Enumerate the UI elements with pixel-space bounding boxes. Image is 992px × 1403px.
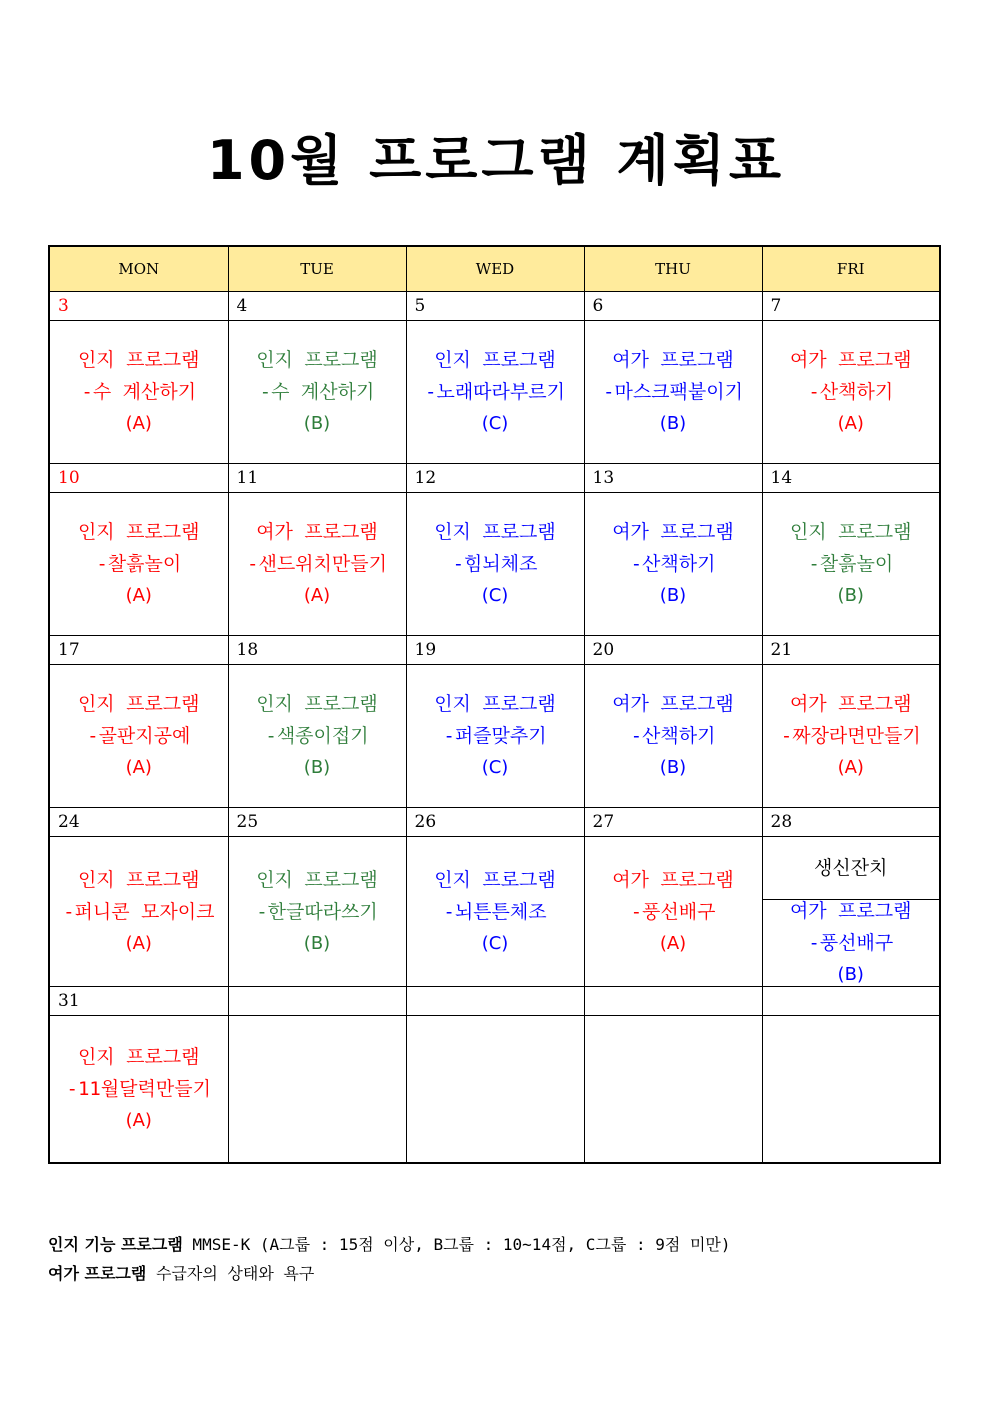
weekday-header-row <box>49 246 940 292</box>
program-cell <box>49 493 228 636</box>
program-group: (B) <box>303 413 331 434</box>
program-name: -수 계산하기 <box>259 381 375 403</box>
program-name: -찰흙놀이 <box>808 553 894 575</box>
program-cell <box>406 493 584 636</box>
weekday-fri: FRI <box>762 246 940 292</box>
program-cell <box>762 493 940 636</box>
weekday-mon: MON <box>49 246 228 292</box>
date-cell: 12 <box>406 464 584 493</box>
legend-cognitive-label: 인지 기능 프로그램 <box>48 1235 183 1254</box>
date-cell: 26 <box>406 808 584 837</box>
legend-cognitive-text: MMSE-K (A그룹 : 15점 이상, B그룹 : 10~14점, C그룹 : 9점 미만) <box>182 1235 731 1254</box>
program-title: 여가 프로그램 <box>612 349 734 371</box>
program-name: -풍선배구 <box>630 900 716 923</box>
date-cell: 11 <box>228 464 406 493</box>
calendar-body <box>49 292 940 1164</box>
program-group: (A) <box>125 932 152 954</box>
date-cell: 7 <box>762 292 940 321</box>
program-title: 인지 프로그램 <box>789 521 912 543</box>
date-cell: 27 <box>584 808 762 837</box>
program-cell <box>228 1016 406 1164</box>
program-group: (A) <box>659 932 687 954</box>
program-cell <box>406 837 584 987</box>
date-cell: 10 <box>49 464 228 493</box>
program-group: (A) <box>303 585 331 606</box>
program-title: 인지 프로그램 <box>77 868 200 891</box>
program-cell <box>584 1016 762 1164</box>
program-cell <box>228 321 406 464</box>
program-name: -퍼즐맞추기 <box>443 725 547 747</box>
program-name: -산책하기 <box>630 725 716 747</box>
program-title: 여가 프로그램 <box>612 693 734 715</box>
page-title: 10월 프로그램 계획표 <box>206 129 786 192</box>
program-name: -샌드위치만들기 <box>247 553 387 575</box>
program-name: -짜장라면만들기 <box>780 725 921 747</box>
date-row <box>49 636 940 665</box>
date-cell: 19 <box>406 636 584 665</box>
program-title: 여가 프로그램 <box>612 868 734 891</box>
program-cell <box>584 837 762 987</box>
legend-leisure <box>48 1259 731 1288</box>
date-cell: 24 <box>49 808 228 837</box>
legend-cognitive <box>48 1230 731 1259</box>
legend-leisure-label: 여가 프로그램 <box>48 1264 147 1283</box>
program-cell <box>406 321 584 464</box>
program-row <box>49 493 940 636</box>
program-cell <box>49 321 228 464</box>
program-cell <box>762 321 940 464</box>
program-cell <box>228 665 406 808</box>
program-name: -한글따라쓰기 <box>256 900 378 923</box>
program-name: -풍선배구 <box>808 932 894 954</box>
program-title: 여가 프로그램 <box>256 521 378 543</box>
program-title: 여가 프로그램 <box>789 693 912 715</box>
program-title: 인지 프로그램 <box>77 521 200 543</box>
program-row <box>49 665 940 808</box>
program-group: (A) <box>125 585 152 606</box>
program-calendar <box>48 245 941 1164</box>
program-group: (B) <box>303 757 331 778</box>
legend <box>48 1230 731 1288</box>
program-group: (B) <box>659 413 687 434</box>
date-cell: 4 <box>228 292 406 321</box>
weekday-thu: THU <box>584 246 762 292</box>
event-label: 생신잔치 <box>763 837 940 900</box>
program-group: (C) <box>481 757 509 778</box>
date-row <box>49 808 940 837</box>
program-cell <box>228 837 406 987</box>
program-name: -퍼니콘 모자이크 <box>63 900 215 923</box>
program-group: (C) <box>481 932 509 954</box>
program-title: 여가 프로그램 <box>789 900 912 922</box>
date-row <box>49 292 940 321</box>
date-cell: 31 <box>49 987 228 1016</box>
program-name: -찰흙놀이 <box>96 553 182 575</box>
date-cell: 5 <box>406 292 584 321</box>
date-cell: 18 <box>228 636 406 665</box>
program-group: (A) <box>837 757 864 778</box>
program-name: -뇌튼튼체조 <box>443 900 547 923</box>
program-group: (B) <box>837 964 864 985</box>
date-row <box>49 464 940 493</box>
program-cell <box>584 321 762 464</box>
program-title: 인지 프로그램 <box>77 693 200 715</box>
program-group: (A) <box>125 1110 152 1131</box>
date-cell <box>228 987 406 1016</box>
date-cell: 13 <box>584 464 762 493</box>
program-group: (A) <box>837 413 864 434</box>
legend-leisure-text: 수급자의 상태와 욕구 <box>146 1264 315 1283</box>
program-title: 인지 프로그램 <box>434 521 556 543</box>
date-cell: 28 <box>762 808 940 837</box>
date-cell: 20 <box>584 636 762 665</box>
program-cell <box>49 1016 228 1164</box>
program-cell <box>762 1016 940 1164</box>
program-name: -골판지공예 <box>87 725 191 747</box>
program-group: (B) <box>659 585 687 606</box>
date-cell <box>584 987 762 1016</box>
program-cell <box>584 665 762 808</box>
program-row <box>49 837 940 987</box>
program-name: -노래따라부르기 <box>425 381 565 403</box>
program-title: 여가 프로그램 <box>612 521 734 543</box>
program-name: -색종이접기 <box>265 725 369 747</box>
program-group: (C) <box>481 585 509 606</box>
date-cell: 14 <box>762 464 940 493</box>
program-title: 인지 프로그램 <box>77 349 200 371</box>
program-name: -11월달력만들기 <box>66 1078 211 1100</box>
program-cell <box>762 665 940 808</box>
date-cell: 6 <box>584 292 762 321</box>
program-cell <box>584 493 762 636</box>
date-cell: 21 <box>762 636 940 665</box>
program-name: -산책하기 <box>808 381 894 403</box>
program-cell <box>228 493 406 636</box>
program-cell <box>49 665 228 808</box>
date-cell: 17 <box>49 636 228 665</box>
program-title: 인지 프로그램 <box>256 868 378 891</box>
date-cell: 3 <box>49 292 228 321</box>
program-title: 여가 프로그램 <box>789 349 912 371</box>
weekday-tue: TUE <box>228 246 406 292</box>
program-group: (B) <box>303 932 331 954</box>
program-name: -마스크팩붙이기 <box>603 381 743 403</box>
program-title: 인지 프로그램 <box>434 693 556 715</box>
program-cell <box>406 1016 584 1164</box>
date-cell: 25 <box>228 808 406 837</box>
program-title: 인지 프로그램 <box>77 1046 200 1068</box>
program-title: 인지 프로그램 <box>434 868 556 891</box>
program-cell <box>762 837 940 987</box>
program-row <box>49 321 940 464</box>
program-title: 인지 프로그램 <box>256 693 378 715</box>
program-group: (B) <box>659 757 687 778</box>
program-title: 인지 프로그램 <box>434 349 556 371</box>
program-row <box>49 1016 940 1164</box>
program-group: (C) <box>481 413 509 434</box>
program-name: -수 계산하기 <box>81 381 197 403</box>
program-name: -산책하기 <box>630 553 716 575</box>
date-cell <box>406 987 584 1016</box>
date-row <box>49 987 940 1016</box>
program-cell <box>49 837 228 987</box>
program-cell <box>406 665 584 808</box>
program-title: 인지 프로그램 <box>256 349 378 371</box>
program-group: (A) <box>125 413 152 434</box>
program-group: (B) <box>837 585 864 606</box>
program-group: (A) <box>125 757 152 778</box>
program-name: -힘뇌체조 <box>452 553 538 575</box>
weekday-wed: WED <box>406 246 584 292</box>
event-program <box>763 900 940 986</box>
